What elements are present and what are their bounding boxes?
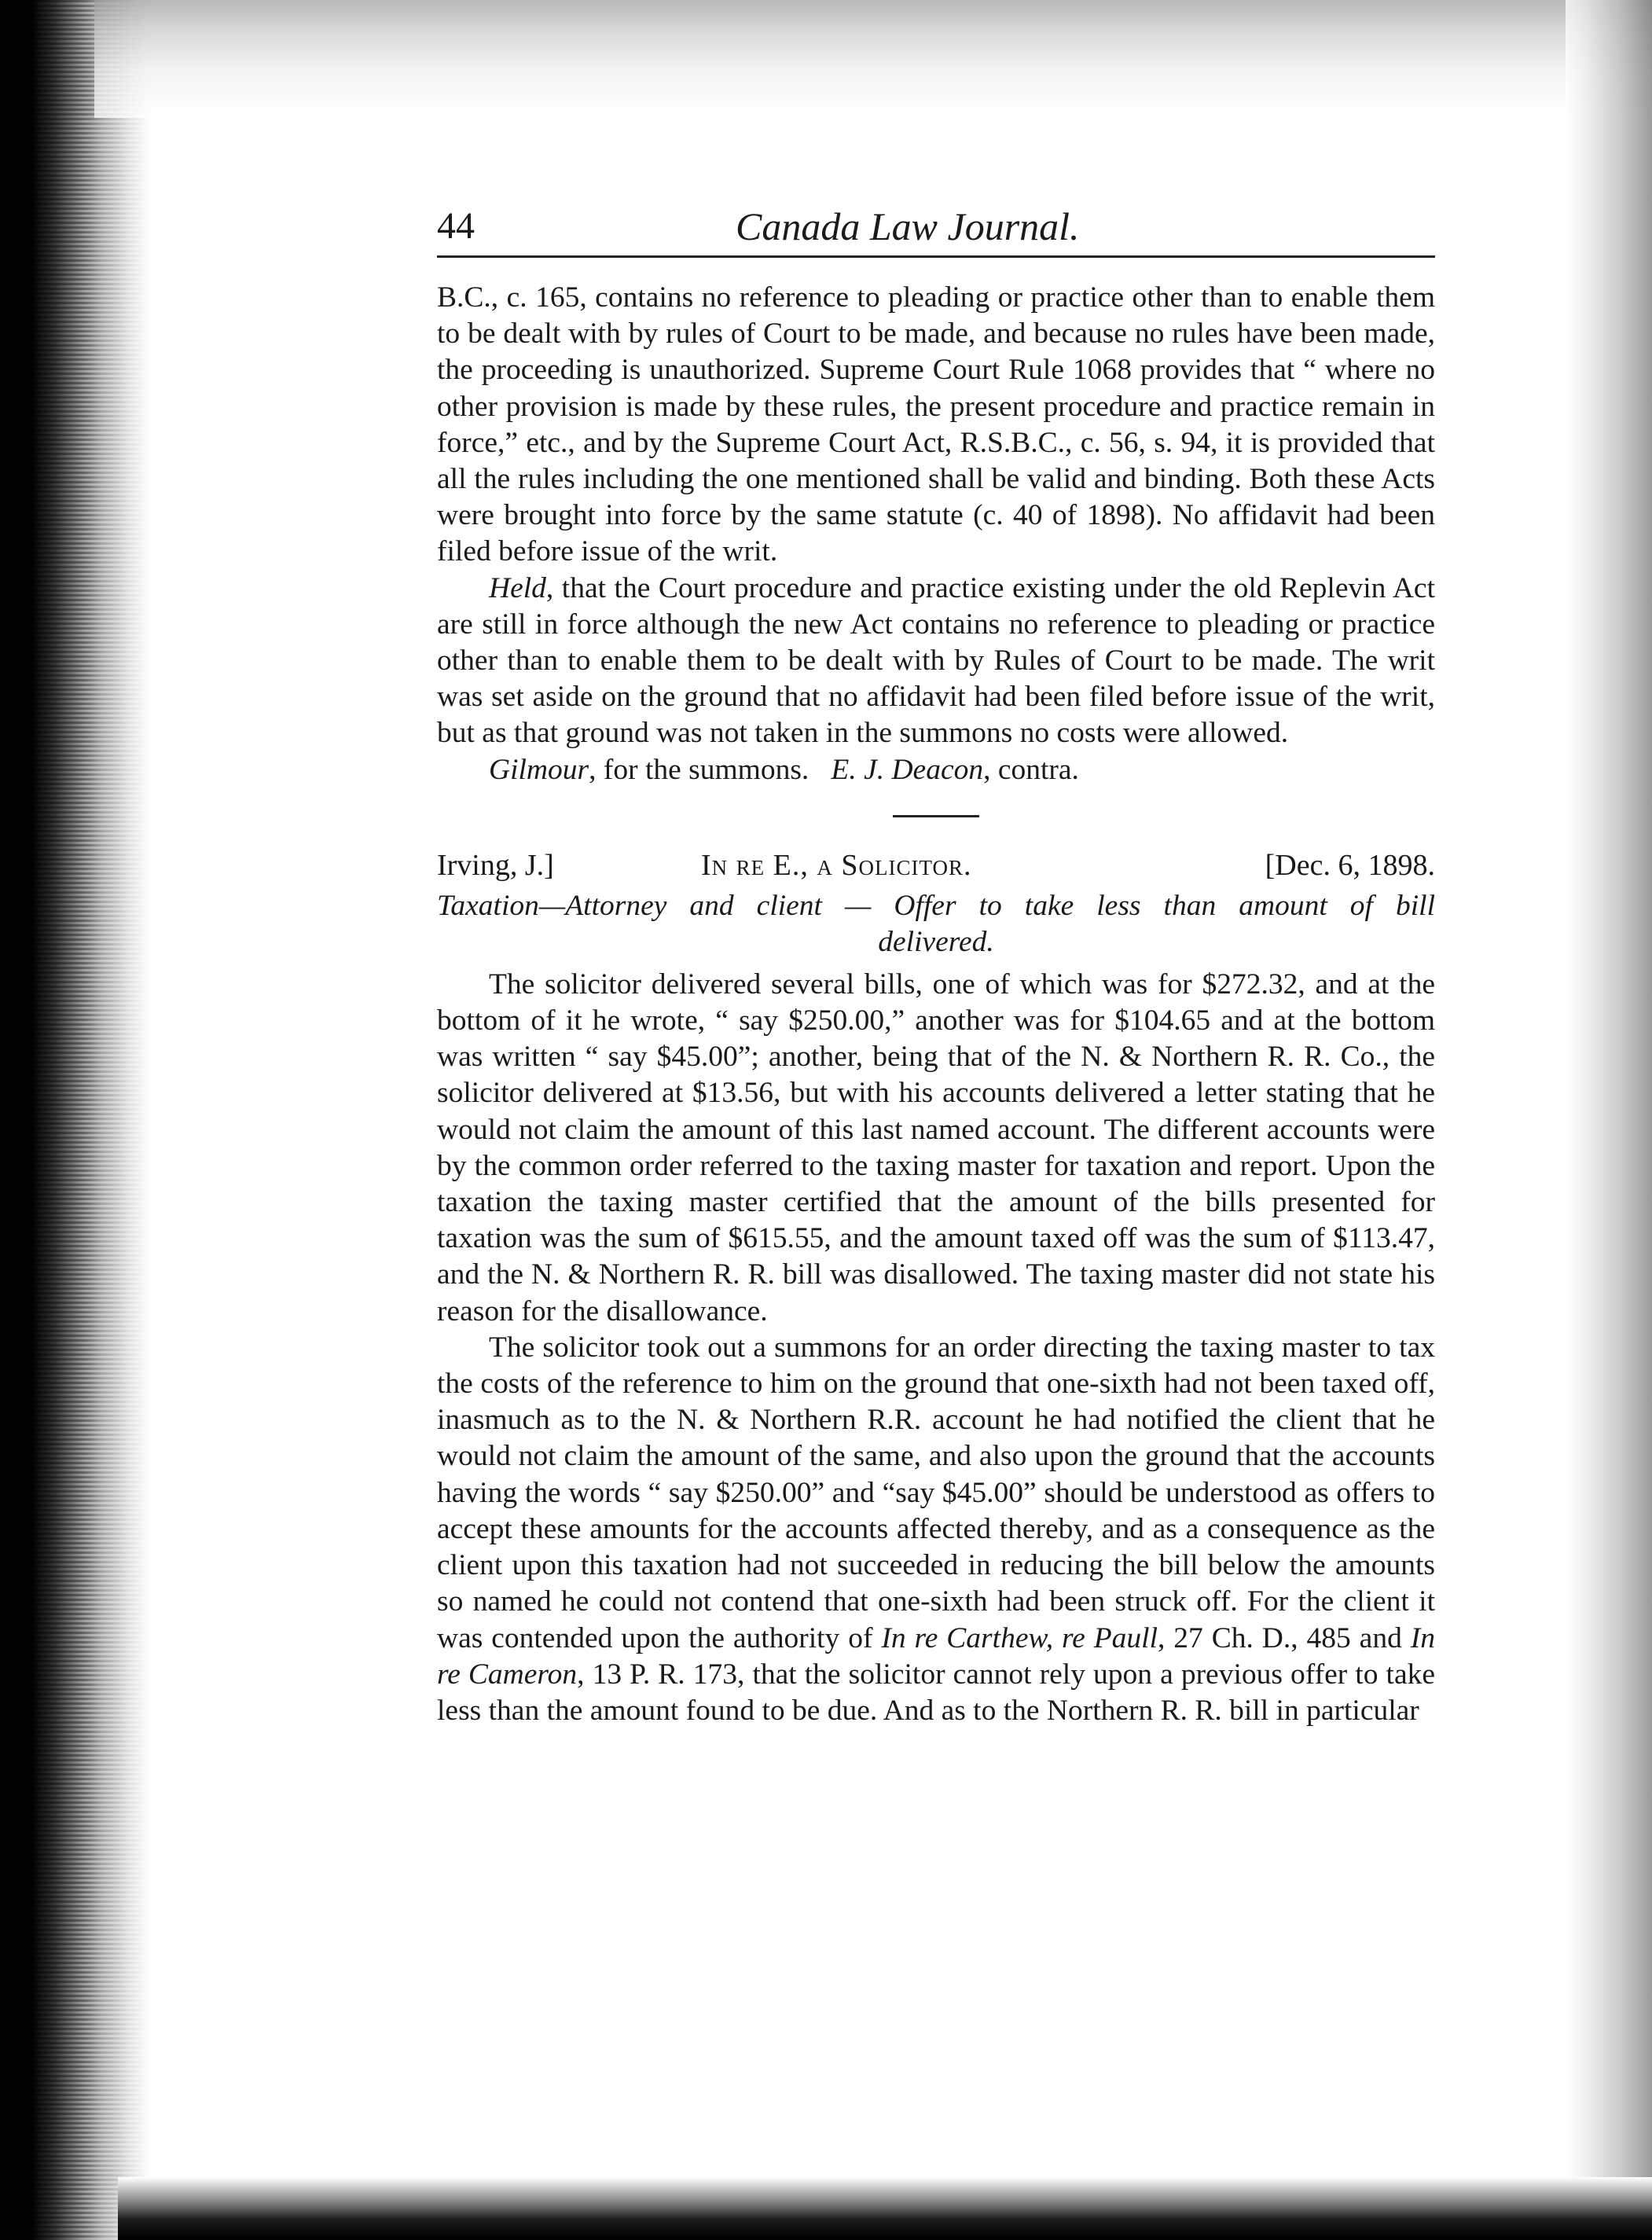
counsel-role-2: , contra.	[983, 753, 1079, 786]
case-heading	[437, 847, 1435, 888]
case-judge: Irving, J.]	[437, 848, 554, 882]
headnote-line-2: delivered.	[878, 925, 994, 958]
headnote-line-1: Taxation—Attorney and client — Offer to take less than amount of bill	[437, 889, 1435, 922]
citation-carthew: In re Carthew, re Paull	[881, 1621, 1158, 1654]
page-number: 44	[437, 205, 475, 247]
counsel-name-2: E. J. Deacon	[831, 753, 984, 786]
case-title: In re E., a Solicitor.	[701, 848, 972, 882]
scan-top-edge	[94, 0, 1652, 118]
paragraph-summons	[437, 1330, 1435, 1729]
running-head	[437, 200, 1435, 258]
summons-text-b: , 27 Ch. D., 485 and	[1158, 1621, 1411, 1654]
held-label: Held	[489, 571, 546, 604]
journal-page	[437, 200, 1435, 1729]
paragraph-facts: The solicitor delivered several bills, one of which was for $272.32, and at the bottom of it he wrote, “ say $250.00,” another was for $104.65 and at the bottom was written “ say $45.00”; another, being that of the N. & Northern R. R. Co., the solicitor delivered at $13.56, but with his accounts delivered a letter stating that he would not claim the amount of this last named account. The different accounts were by the common order referred to the taxing master for taxation and report. Upon the taxation the taxing master certified that the amount of the bills presented for taxation was the sum of $615.55, and the amount taxed off was the sum of $113.47, and the N. & Northern R. R. bill was disallowed. The taxing master did not state his reason for the disallowance.	[437, 968, 1435, 1327]
journal-title: Canada Law Journal.	[736, 204, 1080, 248]
paragraph-held	[437, 571, 1435, 752]
scan-right-edge	[1566, 0, 1652, 2240]
paragraph-continuation: B.C., c. 165, contains no reference to pleading or practice other than to enable them to be dealt with by rules of Court to be made, and because no rules have been made, the proceeding is unauthorized. Supreme Court Rule 1068 provides that “ where no other provision is made by these rules, the present procedure and practice remain in force,” etc., and by the Supreme Court Act, R.S.B.C., c. 56, s. 94, it is provided that all the rules including the one mentioned shall be valid and binding. Both these Acts were brought into force by the same statute (c. 40 of 1898). No affidavit had been filed before issue of the writ.	[437, 281, 1435, 568]
counsel-name-1: Gilmour	[489, 753, 589, 786]
citation-cameron: In re Cameron	[437, 1621, 1435, 1691]
paragraph-counsel	[437, 752, 1435, 788]
scan-bottom-edge	[118, 2177, 1652, 2240]
counsel-role-1: , for the summons.	[589, 753, 809, 786]
scan-binding-shadow	[0, 0, 149, 2240]
summons-text-a: The solicitor took out a summons for an order directing the taxing master to tax the costs of the reference to him on the ground that one-sixth had not been taxed off, inasmuch as to the N. & Northern R.R. account he had notified the client that he would not claim the amount of the same, and also upon the ground that the accounts having the words “ say $250.00” and “say $45.00” should be understood as offers to accept these amounts for the accounts affected thereby, and as a consequence as the client upon this taxation had not succeeded in reducing the bill below the amounts so named he could not contend that one-sixth had been struck off. For the client it was contended upon the authority of	[437, 1331, 1435, 1654]
case-separator-rule	[893, 815, 979, 817]
held-text: , that the Court procedure and practice existing under the old Replevin Act are still in force although the new Act contains no reference to pleading or practice other than to enable them to be dealt with by Rules of Court to be made. The writ was set aside on the ground that no affidavit had been filed before issue of the writ, but as that ground was not taken in the summons no costs were allowed.	[437, 571, 1435, 750]
summons-text-c: , 13 P. R. 173, that the solicitor cannot rely upon a previous offer to take less than the amount found to be due. And as to the Northern R. R. bill in particular	[437, 1658, 1435, 1727]
page-body	[437, 280, 1435, 1729]
case-headnote	[437, 888, 1435, 960]
case-date: [Dec. 6, 1898.	[1265, 848, 1435, 882]
